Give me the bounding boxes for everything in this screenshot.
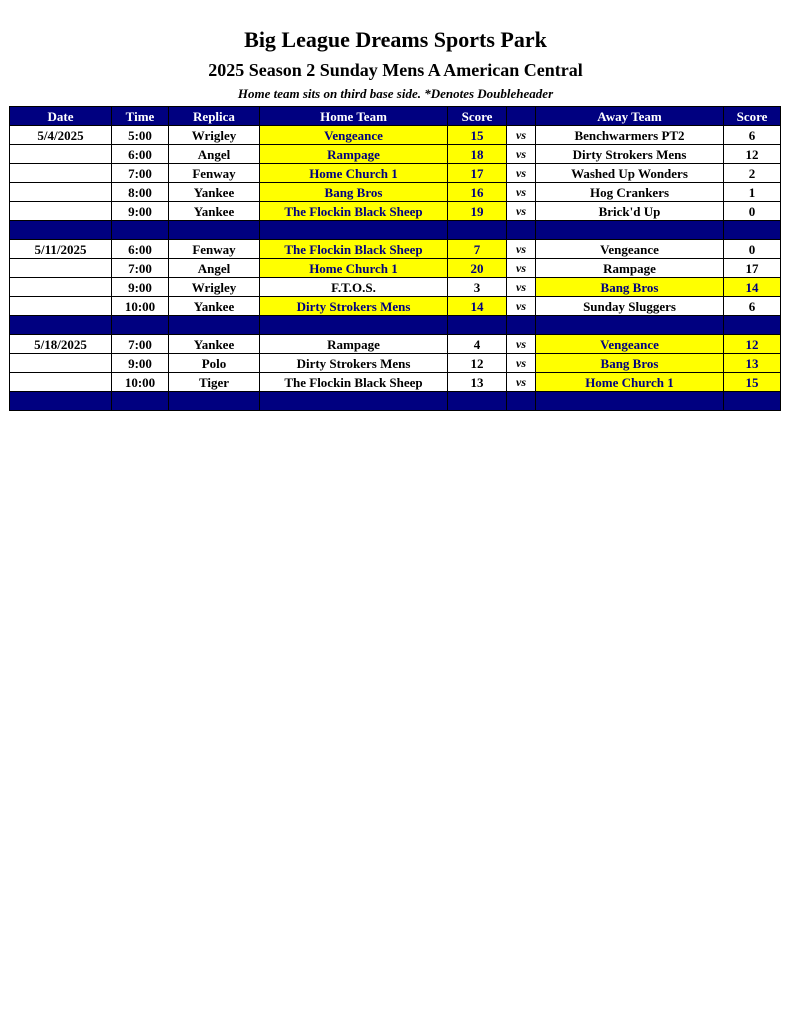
game-time: 10:00 [112,373,169,392]
game-row [10,354,781,373]
away-score: 15 [724,373,781,392]
home-score: 16 [448,183,507,202]
away-team: Vengeance [536,240,724,259]
home-team: Bang Bros [260,183,448,202]
game-time: 7:00 [112,259,169,278]
home-team: Dirty Strokers Mens [260,297,448,316]
col-home-team-header: Home Team [260,107,448,126]
vs-label: vs [507,202,536,221]
game-time: 9:00 [112,354,169,373]
game-row [10,373,781,392]
away-score: 0 [724,240,781,259]
vs-label: vs [507,278,536,297]
game-field: Fenway [169,240,260,259]
game-time: 7:00 [112,164,169,183]
game-time: 8:00 [112,183,169,202]
game-row [10,202,781,221]
separator-cell [507,392,536,411]
away-score: 6 [724,297,781,316]
away-team: Sunday Sluggers [536,297,724,316]
game-date: 5/4/2025 [10,126,112,145]
away-score: 2 [724,164,781,183]
vs-label: vs [507,335,536,354]
col-replica-header: Replica [169,107,260,126]
game-field: Wrigley [169,278,260,297]
away-team: Home Church 1 [536,373,724,392]
separator-cell [260,221,448,240]
game-row [10,259,781,278]
vs-label: vs [507,164,536,183]
game-time: 10:00 [112,297,169,316]
game-date [10,278,112,297]
separator-cell [169,392,260,411]
home-team: F.T.O.S. [260,278,448,297]
schedule-table [9,106,781,411]
home-score: 14 [448,297,507,316]
vs-label: vs [507,126,536,145]
game-time: 5:00 [112,126,169,145]
away-team: Bang Bros [536,278,724,297]
home-score: 4 [448,335,507,354]
schedule-body [10,126,781,411]
home-score: 19 [448,202,507,221]
home-team: Home Church 1 [260,259,448,278]
game-row [10,335,781,354]
game-date: 5/18/2025 [10,335,112,354]
separator-cell [536,316,724,335]
game-date: 5/11/2025 [10,240,112,259]
separator-cell [507,316,536,335]
header-row [10,107,781,126]
separator-cell [10,316,112,335]
home-score: 20 [448,259,507,278]
game-field: Yankee [169,297,260,316]
away-score: 6 [724,126,781,145]
game-field: Angel [169,259,260,278]
game-date [10,183,112,202]
away-team: Hog Crankers [536,183,724,202]
separator-cell [10,221,112,240]
separator-cell [507,221,536,240]
separator-cell [536,392,724,411]
separator-cell [169,221,260,240]
game-date [10,202,112,221]
separator-cell [536,221,724,240]
away-score: 13 [724,354,781,373]
separator-cell [724,316,781,335]
away-team: Benchwarmers PT2 [536,126,724,145]
vs-label: vs [507,145,536,164]
home-score: 15 [448,126,507,145]
home-team: The Flockin Black Sheep [260,202,448,221]
home-score: 3 [448,278,507,297]
home-score: 17 [448,164,507,183]
away-team: Rampage [536,259,724,278]
game-field: Wrigley [169,126,260,145]
game-date [10,259,112,278]
game-row [10,126,781,145]
game-date [10,145,112,164]
col-time-header: Time [112,107,169,126]
away-team: Brick'd Up [536,202,724,221]
separator-cell [169,316,260,335]
home-score: 18 [448,145,507,164]
home-score: 13 [448,373,507,392]
game-row [10,183,781,202]
away-score: 12 [724,145,781,164]
game-row [10,240,781,259]
game-date [10,297,112,316]
game-row [10,164,781,183]
col-vs-header [507,107,536,126]
away-team: Vengeance [536,335,724,354]
separator-cell [724,392,781,411]
home-team: The Flockin Black Sheep [260,373,448,392]
separator-cell [112,316,169,335]
game-date [10,354,112,373]
game-date [10,164,112,183]
home-team: Rampage [260,145,448,164]
game-field: Angel [169,145,260,164]
game-row [10,297,781,316]
away-team: Bang Bros [536,354,724,373]
week-separator [10,221,781,240]
separator-cell [448,392,507,411]
separator-cell [10,392,112,411]
away-team: Dirty Strokers Mens [536,145,724,164]
vs-label: vs [507,183,536,202]
game-field: Polo [169,354,260,373]
col-date-header: Date [10,107,112,126]
game-field: Yankee [169,202,260,221]
game-field: Fenway [169,164,260,183]
vs-label: vs [507,240,536,259]
separator-cell [448,316,507,335]
away-score: 17 [724,259,781,278]
game-field: Yankee [169,183,260,202]
home-team: Dirty Strokers Mens [260,354,448,373]
game-field: Yankee [169,335,260,354]
col-away-score-header: Score [724,107,781,126]
week-separator [10,316,781,335]
col-home-score-header: Score [448,107,507,126]
vs-label: vs [507,373,536,392]
game-time: 9:00 [112,278,169,297]
game-time: 9:00 [112,202,169,221]
separator-cell [724,221,781,240]
home-team: Home Church 1 [260,164,448,183]
home-team: Vengeance [260,126,448,145]
game-row [10,145,781,164]
separator-cell [112,221,169,240]
away-score: 12 [724,335,781,354]
away-score: 14 [724,278,781,297]
away-team: Washed Up Wonders [536,164,724,183]
vs-label: vs [507,297,536,316]
col-away-team-header: Away Team [536,107,724,126]
page-subtitle: 2025 Season 2 Sunday Mens A American Central [208,60,583,80]
home-team: The Flockin Black Sheep [260,240,448,259]
game-time: 6:00 [112,145,169,164]
separator-cell [112,392,169,411]
page-title: Big League Dreams Sports Park [244,27,547,52]
separator-cell [260,316,448,335]
home-team: Rampage [260,335,448,354]
away-score: 0 [724,202,781,221]
vs-label: vs [507,354,536,373]
game-field: Tiger [169,373,260,392]
week-separator [10,392,781,411]
home-score: 12 [448,354,507,373]
home-score: 7 [448,240,507,259]
vs-label: vs [507,259,536,278]
game-time: 7:00 [112,335,169,354]
game-time: 6:00 [112,240,169,259]
page-note: Home team sits on third base side. *Denotes Doubleheader [237,86,554,101]
separator-cell [448,221,507,240]
away-score: 1 [724,183,781,202]
game-row [10,278,781,297]
separator-cell [260,392,448,411]
game-date [10,373,112,392]
